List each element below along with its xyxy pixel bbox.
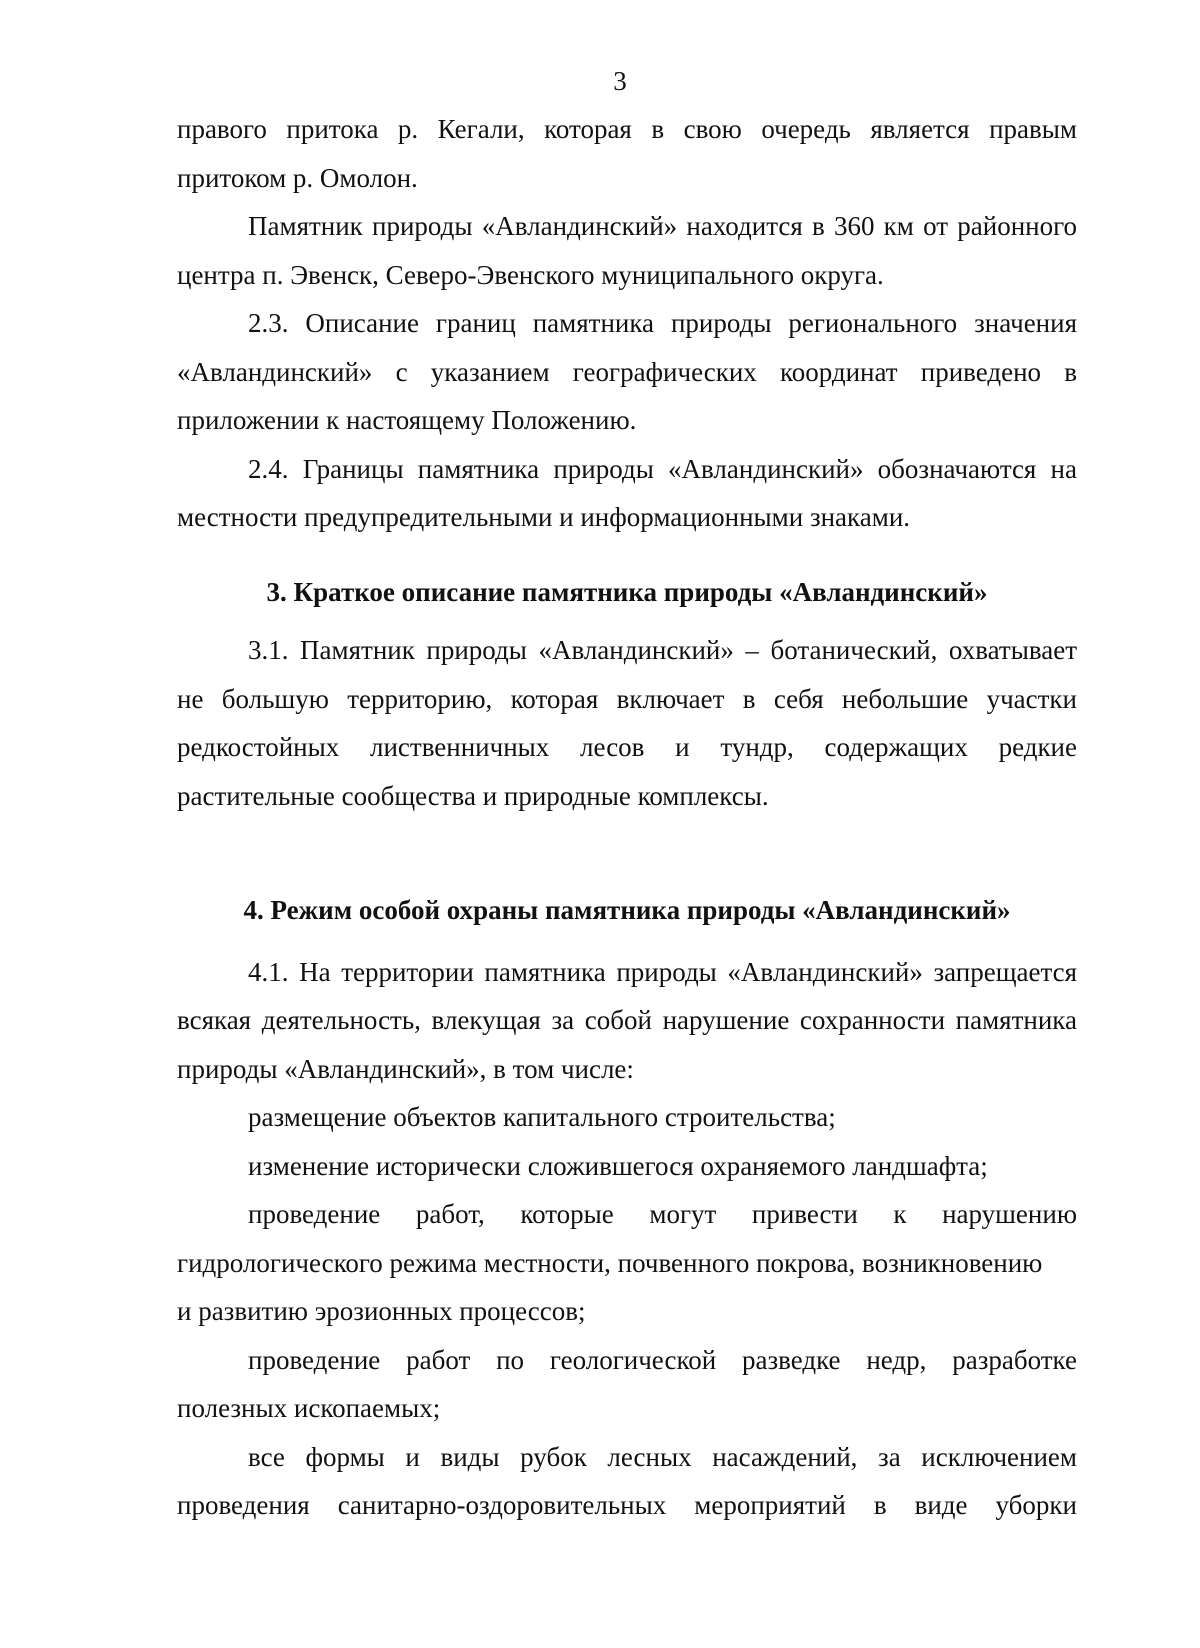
paragraph-2-3: 2.3. Описание границ памятника природы регионального значения «Авландинский» с указанием географических координат приведено в приложении к настоящему Положению.: [177, 308, 1077, 435]
list-item-geology: проведение работ по геологической разведке недр, разработке полезных ископаемых;: [177, 1344, 1077, 1423]
list-item-logging: все формы и виды рубок лесных насаждений, за исключением проведения санитарно-оздоровительных мероприятий в виде уборки: [177, 1441, 1077, 1520]
section-3-heading: 3. Краткое описание памятника природы «Авландинский»: [266, 576, 988, 607]
paragraph-2-4: 2.4. Границы памятника природы «Авландинский» обозначаются на местности предупредительными и информационными знаками.: [177, 453, 1077, 532]
paragraph-3-1: 3.1. Памятник природы «Авландинский» – ботанический, охватывает не большую территорию, которая включает в себя небольшие участки редкостойных лиственничных лесов и тундр, содержащих редкие растительные сообщества и природные комплексы.: [177, 635, 1077, 811]
document-body: [177, 105, 1077, 1530]
page-number: 3: [613, 66, 627, 96]
list-item-landscape: изменение исторически сложившегося охраняемого ландшафта;: [248, 1150, 988, 1181]
section-4-heading: 4. Режим особой охраны памятника природы «Авландинский»: [243, 895, 1011, 925]
list-item-construction: размещение объектов капитального строительства;: [248, 1102, 836, 1132]
list-item-hydrology: проведение работ, которые могут привести к нарушению гидрологического режима местности, почвенного покрова, возникновению: [177, 1199, 1077, 1278]
paragraph-continuation: правого притока р. Кегали, которая в свою очередь является правым притоком р. Омолон.: [177, 114, 1077, 193]
list-item-erosion: и развитию эрозионных процессов;: [177, 1296, 586, 1326]
paragraph-4-1: 4.1. На территории памятника природы «Авландинский» запрещается всякая деятельность, влекущая за собой нарушение сохранности памятника природы «Авландинский», в том числе:: [177, 956, 1077, 1084]
paragraph-location: Памятник природы «Авландинский» находится в 360 км от районного центра п. Эвенск, Северо-Эвенского муниципального округа.: [177, 211, 1077, 290]
